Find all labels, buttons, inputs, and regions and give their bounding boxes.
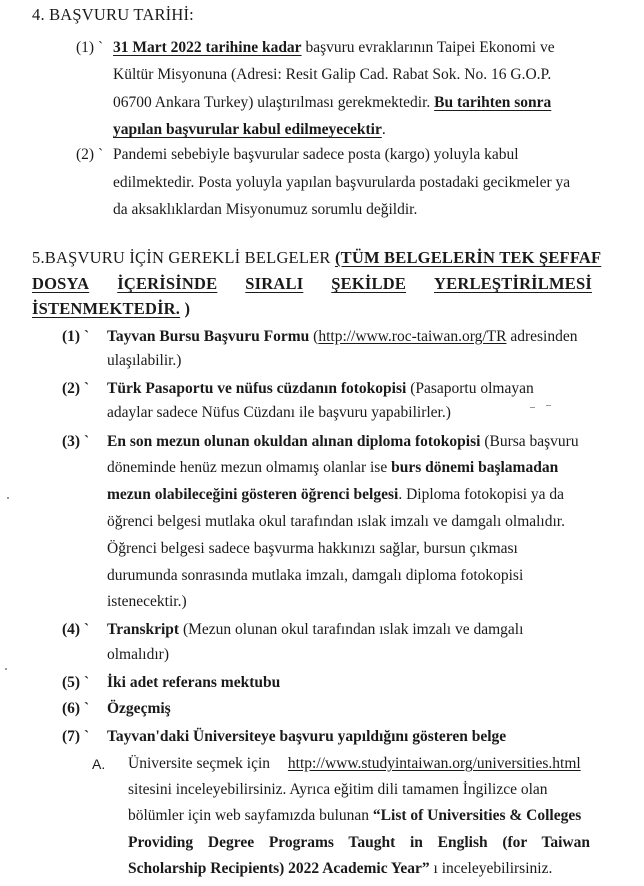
text-span: bölümler için web sayfamızda bulunan: [128, 807, 373, 824]
paragraph-line: Providing Degree Programs Taught in English (for Taiwan: [128, 834, 590, 851]
paragraph-line: [128, 806, 581, 826]
paragraph-line: istenecektir.): [107, 593, 187, 610]
list-label: (2) ˋ: [76, 146, 104, 163]
scan-speck: [530, 407, 535, 408]
text-span: (: [309, 328, 319, 345]
section-4-heading: 4. BAŞVURU TARİHİ:: [32, 5, 194, 24]
paragraph-line: [113, 120, 386, 140]
text-span: . Diploma fotokopisi ya da: [398, 486, 565, 503]
paragraph-line: İki adet referans mektubu: [107, 674, 281, 691]
emphasis: mezun olabileceğini gösteren öğrenci belgesi: [107, 486, 399, 503]
section-5-heading: [32, 248, 601, 268]
paragraph-line: adaylar sadece Nüfus Cüzdanı ile başvuru yapabilirler.): [107, 404, 451, 421]
text-span: başvuru evraklarının Taipei Ekonomi ve: [301, 39, 555, 56]
paragraph-line: [107, 327, 577, 347]
paragraph-line: [113, 93, 551, 113]
text-span: (Bursa başvuru: [480, 433, 579, 450]
roc-taiwan-link[interactable]: http://www.roc-taiwan.org/TR: [318, 328, 507, 345]
document-name: Scholarship Recipients) 2022 Academic Year”: [128, 860, 430, 877]
text-span: .: [381, 121, 386, 138]
paragraph-line: [107, 379, 534, 399]
document-title: Türk Pasaportu ve nüfus cüzdanın fotokopisi: [107, 380, 407, 397]
heading-word: SIRALI: [245, 274, 304, 293]
paragraph-line: [107, 458, 558, 478]
text-span: adresinden: [506, 328, 578, 345]
section-5-heading-line-3: [32, 299, 190, 319]
deadline-date: 31 Mart 2022 tarihine kadar: [113, 39, 302, 56]
heading-emphasis: (TÜM BELGELERİN TEK ŞEFFAF: [334, 248, 602, 267]
paragraph-line: durumunda sonrasında mutlaka imzalı, damgalı diploma fotokopisi: [107, 567, 524, 584]
list-label: (7) ˋ: [62, 728, 90, 745]
late-warning: Bu tarihten sonra: [434, 94, 552, 111]
scan-speck: [546, 405, 551, 406]
late-warning-cont: yapılan başvurular kabul edilmeyecektir: [113, 121, 382, 138]
heading-word: ŞEKİLDE: [331, 274, 407, 293]
heading-word: İÇERİSİNDE: [117, 274, 218, 293]
paragraph-line: [107, 620, 523, 640]
text-span: (Mezun olunan okul tarafından ıslak imzalı ve damgalı: [179, 621, 524, 638]
document-title: Tayvan Bursu Başvuru Formu: [107, 328, 310, 345]
text-span: ı inceleyebilirsiniz.: [429, 860, 553, 877]
paragraph-line: [128, 859, 552, 879]
list-label: (5) ˋ: [62, 674, 90, 691]
document-title: Transkript: [107, 621, 180, 638]
heading-close: ): [180, 299, 191, 318]
list-label: (3) ˋ: [62, 433, 90, 450]
paragraph-line: [128, 754, 581, 774]
section-5-heading-line-2: [32, 274, 592, 294]
paragraph-line: Öğrenci belgesi sadece başvurma hakkınızı sağlar, bursun çıkması: [107, 540, 518, 557]
paragraph-line: da aksaklıklardan Misyonumuz sorumlu değildir.: [113, 201, 418, 218]
paragraph-line: Kültür Misyonuna (Adresi: Resit Galip Cad. Rabat Sok. No. 16 G.O.P.: [113, 66, 552, 83]
heading-word: YERLEŞTİRİLMESİ: [434, 274, 592, 293]
heading-emphasis: İSTENMEKTEDİR.: [32, 299, 181, 318]
studyintaiwan-link[interactable]: http://www.studyintaiwan.org/universities.html: [287, 755, 581, 772]
paragraph-line: ulaşılabilir.): [107, 352, 182, 369]
sublist-label: A.: [92, 756, 106, 772]
paragraph-line: [107, 485, 564, 505]
paragraph-line: [107, 432, 579, 452]
heading-text: 5.BAŞVURU İÇİN GEREKLİ BELGELER: [32, 248, 335, 267]
text-span: 06700 Ankara Turkey) ulaştırılması gerekmektedir.: [113, 94, 435, 111]
paragraph-line: Özgeçmiş: [107, 700, 171, 717]
list-label: (1) ˋ: [76, 39, 104, 56]
text-span: Üniversite seçmek için: [128, 755, 274, 772]
list-label: (4) ˋ: [62, 621, 90, 638]
document-name: “List of Universities & Colleges: [372, 807, 582, 824]
scan-speck: [7, 497, 9, 499]
text-span: döneminde henüz mezun olmamış olanlar ise: [107, 459, 392, 476]
paragraph-line: [113, 38, 599, 58]
text-span: (Pasaportu olmayan: [406, 380, 534, 397]
paragraph-line: Pandemi sebebiyle başvurular sadece posta (kargo) yoluyla kabul: [113, 146, 519, 163]
paragraph-line: Tayvan'daki Üniversiteye başvuru yapıldığını gösteren belge: [107, 728, 507, 745]
paragraph-line: edilmektedir. Posta yoluyla yapılan başvurularda postadaki gecikmeler ya: [113, 174, 571, 191]
emphasis: burs dönemi başlamadan: [391, 459, 559, 476]
list-label: (6) ˋ: [62, 700, 90, 717]
paragraph-line: sitesini inceleyebilirsiniz. Ayrıca eğitim dili tamamen İngilizce olan: [128, 781, 548, 798]
list-label: (1) ˋ: [62, 328, 90, 345]
scan-speck: [5, 668, 7, 670]
paragraph-line: öğrenci belgesi mutlaka okul tarafından ıslak imzalı ve damgalı olmalıdır.: [107, 513, 565, 530]
list-label: (2) ˋ: [62, 380, 90, 397]
paragraph-line: olmalıdır): [107, 646, 169, 663]
heading-word: DOSYA: [32, 274, 90, 293]
document-title: En son mezun olunan okuldan alınan diploma fotokopisi: [107, 433, 481, 450]
